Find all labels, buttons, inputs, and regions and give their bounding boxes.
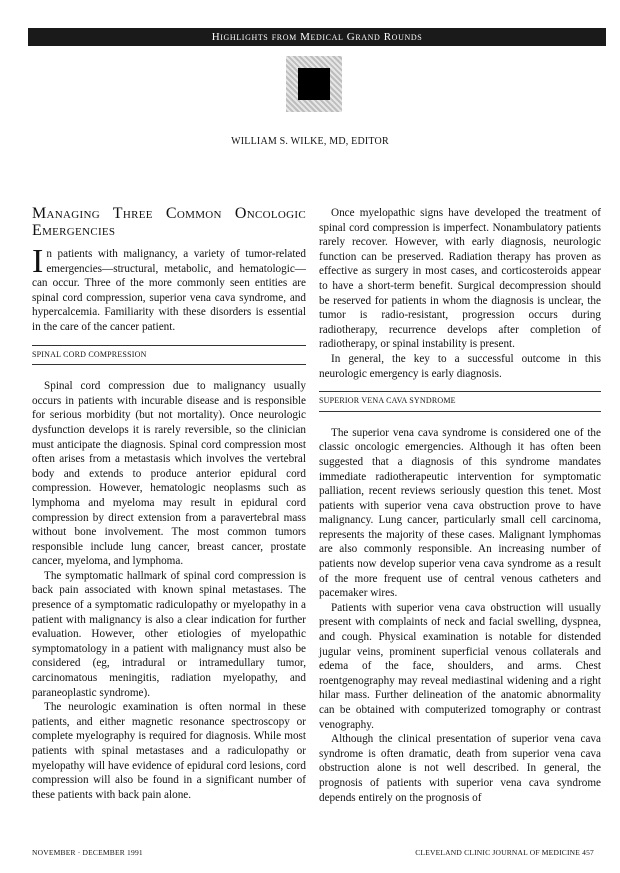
section-banner: Highlights from Medical Grand Rounds bbox=[28, 28, 606, 46]
svc-paragraph-3: Although the clinical presentation of superior vena cava syndrome is often dramatic, death from superior vena cava obstruction alone is not well described. In general, the prognosis of patients with superior vena cava syndrome depends entirely on the prognosis of bbox=[319, 733, 601, 804]
spinal-paragraph-3: The neurologic examination is often normal in these patients, and either magnetic resonance spectroscopy or complete myelography is required for diagnosis. While most patients with spinal metastases and a radiculopathy or myelopathy will have evidence of epidural cord lesions, cord compression will also be found in a significant number of these patients with back pain alone. bbox=[32, 701, 306, 801]
spinal-paragraph-4: Once myelopathic signs have developed the treatment of spinal cord compression is imperfect. Nonambulatory patients rarely recover. However, with early diagnosis, neurologic function can be preserved. Radiation therapy has proven as effective as surgery in most cases, and corticosteroids appear to have a short-term benefit. Surgical decompression should be reserved for patients in whom the diagnosis is unclear, the tumor is radio-resistant, progression occurs during radiotherapy, recurrence develops after completion of radiotherapy, or spinal instability is present. bbox=[319, 207, 601, 351]
footer-date: NOVEMBER · DECEMBER 1991 bbox=[32, 848, 143, 857]
spinal-paragraph-2: The symptomatic hallmark of spinal cord compression is back pain associated with known spinal metastases. The presence of a symptomatic radiculopathy or myelopathy in a patient with malignancy is also a clear indication for further evaluation. However, other etiologies of myelopathic symptomatology in a patient with malignancy must also be considered (eg, intradural or intramedullary tumor, carcinomatous meningitis, radiation myelopathy, and paraneoplastic syndrome). bbox=[32, 569, 306, 699]
intro-text: n patients with malignancy, a variety of tumor-related emergencies—structural, metabolic, and hematologic—can occur. Three of the more commonly seen entities are spinal cord compression, superior vena cava syndrome, and hypercalcemia. Familiarity with these disorders is essential in the care of the cancer patient. bbox=[32, 248, 306, 333]
svc-paragraph-1: The superior vena cava syndrome is considered one of the classic oncologic emergencies. Although it has often been suggested that a diagnosis of this syndrome mandates immediate radiotherapeutic intervention for symptomatic palliation, recent reviews seriously question this tenet. Most patients with superior vena cava obstruction prove to have malignancy. Lung cancer, particularly small cell carcinoma, represents the majority of these cases. Malignant lymphomas are also commonly responsible. An increasing number of patients now develop superior vena cava syndrome as a result of the more frequent use of central venous catheters and pacemaker wires. bbox=[319, 426, 601, 600]
spinal-paragraph-1: Spinal cord compression due to malignancy usually occurs in patients with incurable disease and is responsible for serious morbidity (but not mortality). Once neurologic dysfunction develops it is rarely reversible, so the clinician must anticipate the diagnosis. Spinal cord compression most often arises from a metastasis which involves the vertebral body and extends to produce anterior epidural cord compression. However, hematologic neoplasms such as lymphoma and myeloma may result in epidural cord compression by direct extension from a paravertebral mass without bone involvement. The most common tumors responsible include lung cancer, breast cancer, prostate cancer, myeloma, and lymphoma. bbox=[32, 380, 306, 568]
logo-core bbox=[298, 68, 330, 100]
svc-paragraph-2: Patients with superior vena cava obstruction will usually present with complaints of neck and facial swelling, dyspnea, and cough. Physical examination is notable for distended jugular veins, prominent superficial venous collaterals and edema of the face, shoulders, and arms. Chest roentgenography may reveal mediastinal widening and a right hilar mass. Further delineation of the anatomic abnormality can be obtained with computerized tomography or contrast venography. bbox=[319, 601, 601, 731]
left-column bbox=[32, 205, 306, 802]
section-heading-svc: SUPERIOR VENA CAVA SYNDROME bbox=[319, 391, 601, 412]
spinal-paragraph-5: In general, the key to a successful outcome in this neurologic emergency is early diagnosis. bbox=[319, 352, 601, 380]
footer-journal: CLEVELAND CLINIC JOURNAL OF MEDICINE 457 bbox=[415, 848, 594, 857]
journal-logo bbox=[286, 56, 342, 112]
intro-paragraph bbox=[32, 243, 306, 335]
right-column bbox=[319, 206, 601, 805]
article-title: Managing Three Common Oncologic Emergencies bbox=[32, 205, 306, 239]
editor-line: WILLIAM S. WILKE, MD, EDITOR bbox=[231, 136, 389, 147]
section-heading-spinal: SPINAL CORD COMPRESSION bbox=[32, 345, 306, 366]
drop-cap: I bbox=[32, 243, 44, 280]
